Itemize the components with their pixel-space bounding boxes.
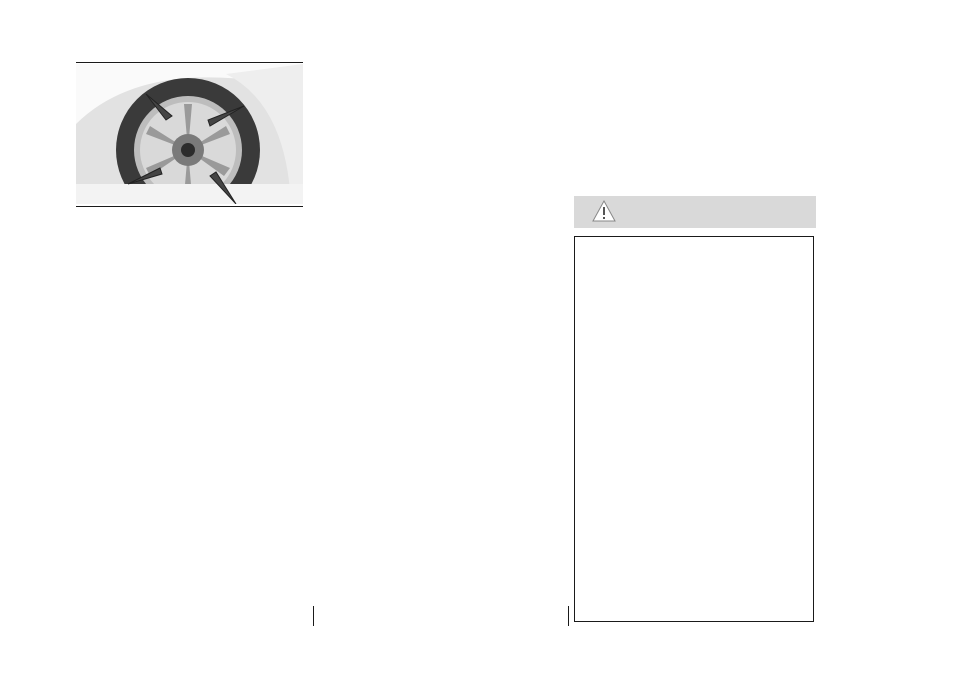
warning-triangle-icon xyxy=(592,200,616,222)
column-divider xyxy=(313,606,314,626)
middle-column xyxy=(318,54,564,57)
column-divider xyxy=(568,606,569,626)
attention-box xyxy=(574,236,814,622)
left-column xyxy=(76,238,308,241)
wheel-illustration xyxy=(76,64,303,204)
figure-top-rule xyxy=(76,62,303,63)
figure-bottom-rule xyxy=(76,206,303,207)
attention-header xyxy=(574,196,816,228)
